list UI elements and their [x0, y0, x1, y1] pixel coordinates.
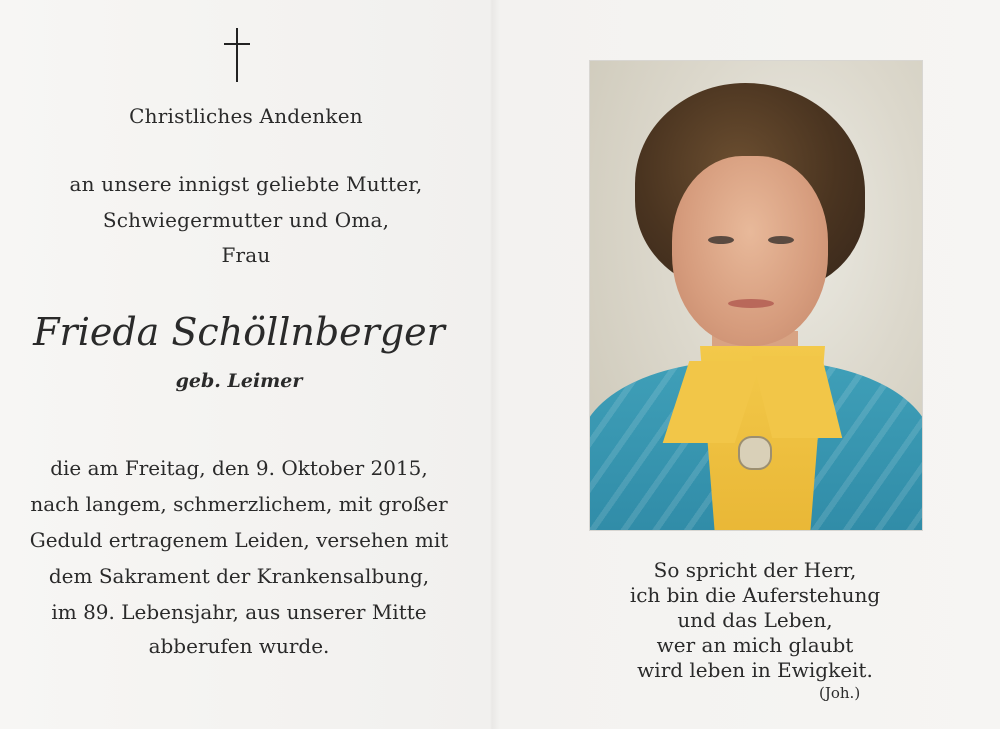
photo-face: [672, 156, 828, 346]
intro-line: Frau: [221, 243, 271, 267]
body-line: im 89. Lebensjahr, aus unserer Mitte: [51, 600, 427, 624]
intro-line: an unsere innigst geliebte Mutter,: [69, 172, 423, 196]
photo-mouth: [728, 299, 774, 308]
verse-line: und das Leben,: [677, 608, 833, 632]
portrait-photo: [589, 60, 923, 531]
deceased-name: Frieda Schöllnberger: [33, 310, 445, 354]
intro-line: Schwiegermutter und Oma,: [102, 208, 390, 232]
card-heading: Christliches Andenken: [129, 104, 363, 128]
maiden-name: geb. Leimer: [175, 370, 303, 392]
photo-brooch: [738, 436, 772, 470]
body-line: dem Sakrament der Krankensalbung,: [48, 564, 430, 588]
right-panel: [497, 0, 1000, 729]
body-line: Geduld ertragenem Leiden, versehen mit: [29, 528, 449, 552]
left-panel: [0, 0, 492, 729]
cross-icon: [224, 28, 250, 82]
photo-eye-right: [768, 236, 794, 244]
verse-line: wird leben in Ewigkeit.: [637, 658, 873, 682]
photo-eye-left: [708, 236, 734, 244]
verse-line: So spricht der Herr,: [653, 558, 857, 582]
verse-line: ich bin die Auferstehung: [629, 583, 881, 607]
body-line: nach langem, schmerzlichem, mit großer: [30, 492, 448, 516]
verse-line: wer an mich glaubt: [656, 633, 854, 657]
body-line: abberufen wurde.: [148, 634, 330, 658]
body-line: die am Freitag, den 9. Oktober 2015,: [50, 456, 428, 480]
verse-source: (Joh.): [819, 684, 861, 702]
